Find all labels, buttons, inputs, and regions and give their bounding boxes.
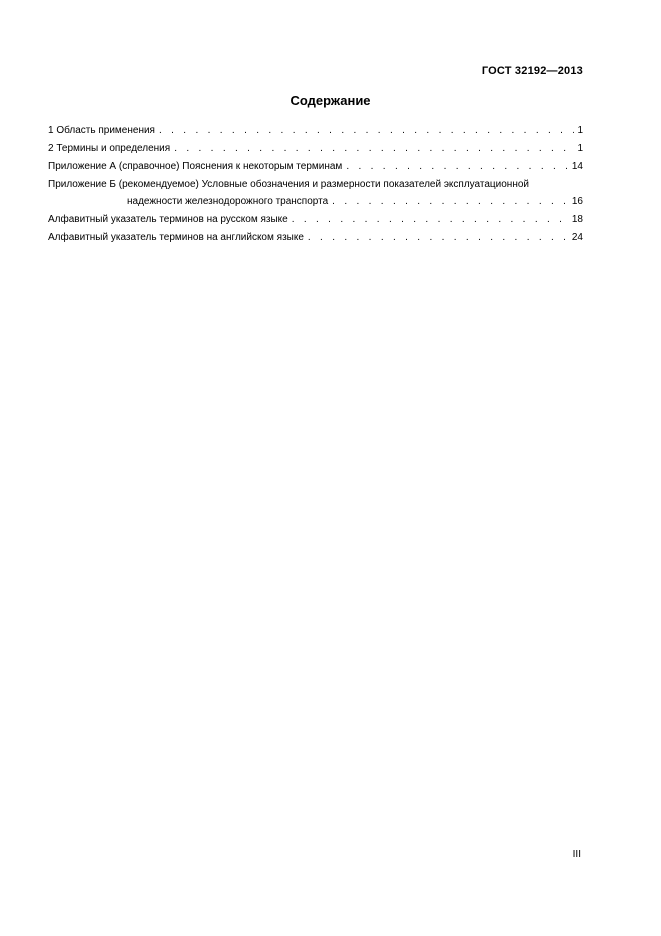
toc-entry-label: 1 Область применения [48,125,155,136]
toc-entry-label: 2 Термины и определения [48,143,171,154]
toc-entry-terms[interactable] [48,140,583,158]
toc-entry-label: Алфавитный указатель терминов на русском языке [48,214,288,225]
toc-leader-dots [292,211,569,229]
toc-entry-appendix-b[interactable] [48,176,583,193]
toc-entry-label: Приложение А (справочное) Пояснения к некоторым терминам [48,161,343,172]
toc-leader-dots [174,140,574,158]
document-code: ГОСТ 32192—2013 [481,65,583,77]
toc-entry-page: 24 [571,232,583,243]
toc-entry-scope[interactable] [48,122,583,140]
toc-entry-page: 14 [571,161,583,172]
toc-leader-dots [308,229,569,247]
toc-leader-dots [332,193,569,211]
page-number: III [572,849,581,860]
toc-entry-page: 1 [577,143,583,154]
toc-leader-dots [159,122,574,140]
toc-entry-index-english[interactable] [48,229,583,247]
toc-entry-label: Алфавитный указатель терминов на английском языке [48,232,304,243]
toc-entry-page: 16 [571,196,583,207]
toc-entry-label-continuation: надежности железнодорожного транспорта [127,196,329,207]
toc-entry-appendix-a[interactable] [48,158,583,176]
toc-entry-page: 18 [571,214,583,225]
toc-leader-dots [346,158,569,176]
toc-entry-appendix-b-continuation[interactable] [48,193,583,211]
table-of-contents [48,122,583,247]
toc-entry-page: 1 [577,125,583,136]
toc-title: Содержание [290,93,371,108]
toc-entry-label: Приложение Б (рекомендуемое) Условные обозначения и размерности показателей эксплуатационной [48,179,529,190]
toc-entry-index-russian[interactable] [48,211,583,229]
